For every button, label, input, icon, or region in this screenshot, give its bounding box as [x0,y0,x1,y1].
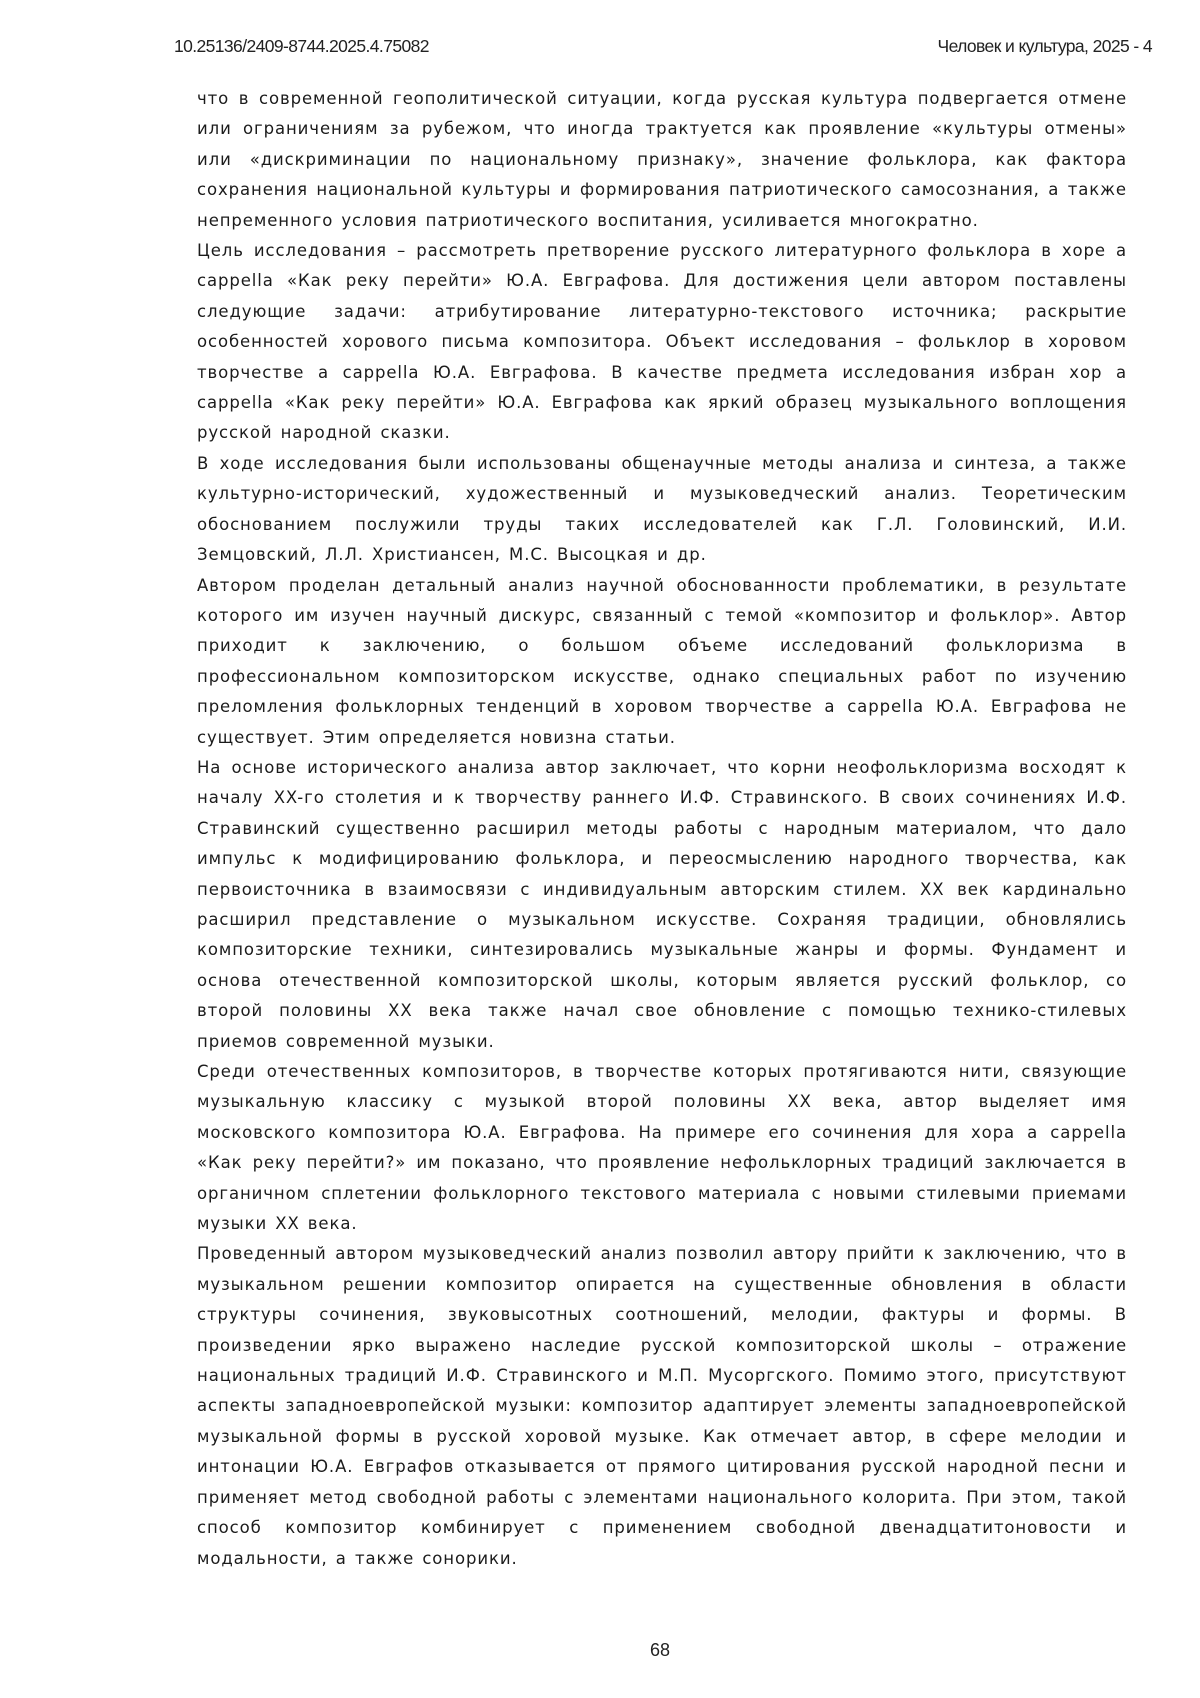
doi-label: 10.25136/2409-8744.2025.4.75082 [174,36,429,56]
journal-issue-label: Человек и культура, 2025 - 4 [937,36,1152,56]
paragraph-research-goal: Цель исследования – рассмотреть претворение русского литературного фольклора в хоре a cappella «Как реку перейти» Ю.А. Евграфова. Для достижения цели автором поставлены следующие задачи: атрибутирование литературно-текстового источника; раскрытие особенностей хорового письма композитора. Объект исследования – фольклор в хоровом творчестве a cappella Ю.А. Евграфова. В качестве предмета исследования избран хор a cappella «Как реку перейти» Ю.А. Евграфова как яркий образец музыкального воплощения русской народной сказки. [197,241,1127,443]
paragraph-conclusion: Проведенный автором музыковедческий анализ позволил автору прийти к заключению, что в музыкальном решении композитор опирается на существенные обновления в области структуры сочинения, звуковысотных соотношений, мелодии, фактуры и формы. В произведении ярко выражено наследие русской композиторской школы – отражение национальных традиций И.Ф. Стравинского и М.П. Мусоргского. Помимо этого, присутствуют аспекты западноевропейской музыки: композитор адаптирует элементы западноевропейской музыкальной формы в русской хоровой музыке. Как отмечает автор, в сфере мелодии и интонации Ю.А. Евграфов отказывается от прямого цитирования русской народной песни и применяет метод свободной работы с элементами национального колорита. При этом, такой способ композитор комбинирует с применением свободной двенадцатитоновости и модальности, а также сонорики. [197,1244,1127,1568]
paragraph-context: что в современной геополитической ситуации, когда русская культура подвергается отмене или ограничениям за рубежом, что иногда трактуется как проявление «культуры отмены» или «дискриминации по национальному признаку», значение фольклора, как фактора сохранения национальной культуры и формирования патриотического самосознания, а также непременного условия патриотического воспитания, усиливается многократно. [197,89,1127,230]
article-body [197,84,1127,1574]
paragraph-composer: Среди отечественных композиторов, в творчестве которых протягиваются нити, связующие музыкальную классику с музыкой второй половины XX века, автор выделяет имя московского композитора Ю.А. Евграфова. На примере его сочинения для хора a cappella «Как реку перейти?» им показано, что проявление нефольклорных традиций заключается в органичном сплетении фольклорного текстового материала с новыми стилевыми приемами музыки XX века. [197,1062,1127,1234]
paragraph-methods: В ходе исследования были использованы общенаучные методы анализа и синтеза, а также культурно-исторический, художественный и музыковедческий анализ. Теоретическим обоснованием послужили труды таких исследователей как Г.Л. Головинский, И.И. Земцовский, Л.Л. Христиансен, М.С. Высоцкая и др. [197,453,1127,565]
page-number: 68 [649,1640,671,1660]
paragraph-historical-analysis: На основе исторического анализа автор заключает, что корни неофольклоризма восходят к началу XX-го столетия и к творчеству раннего И.Ф. Стравинского. В своих сочинениях И.Ф. Стравинский существенно расширил методы работы с народным материалом, что дало импульс к модифицированию фольклора, и переосмыслению народного творчества, как первоисточника в взаимосвязи с индивидуальным авторским стилем. XX век кардинально расширил представление о музыкальном искусстве. Сохраняя традиции, обновлялись композиторские техники, синтезировались музыкальные жанры и формы. Фундамент и основа отечественной композиторской школы, которым является русский фольклор, со второй половины XX века также начал свое обновление с помощью технико-стилевых приемов современной музыки. [197,757,1127,1051]
paragraph-novelty: Автором проделан детальный анализ научной обоснованности проблематики, в результате которого им изучен научный дискурс, связанный с темой «композитор и фольклор». Автор приходит к заключению, о большом объеме исследований фольклоризма в профессиональном композиторском искусстве, однако специальных работ по изучению преломления фольклорных тенденций в хоровом творчестве a cappella Ю.А. Евграфова не существует. Этим определяется новизна статьи. [197,575,1127,747]
page-header [174,36,1152,60]
